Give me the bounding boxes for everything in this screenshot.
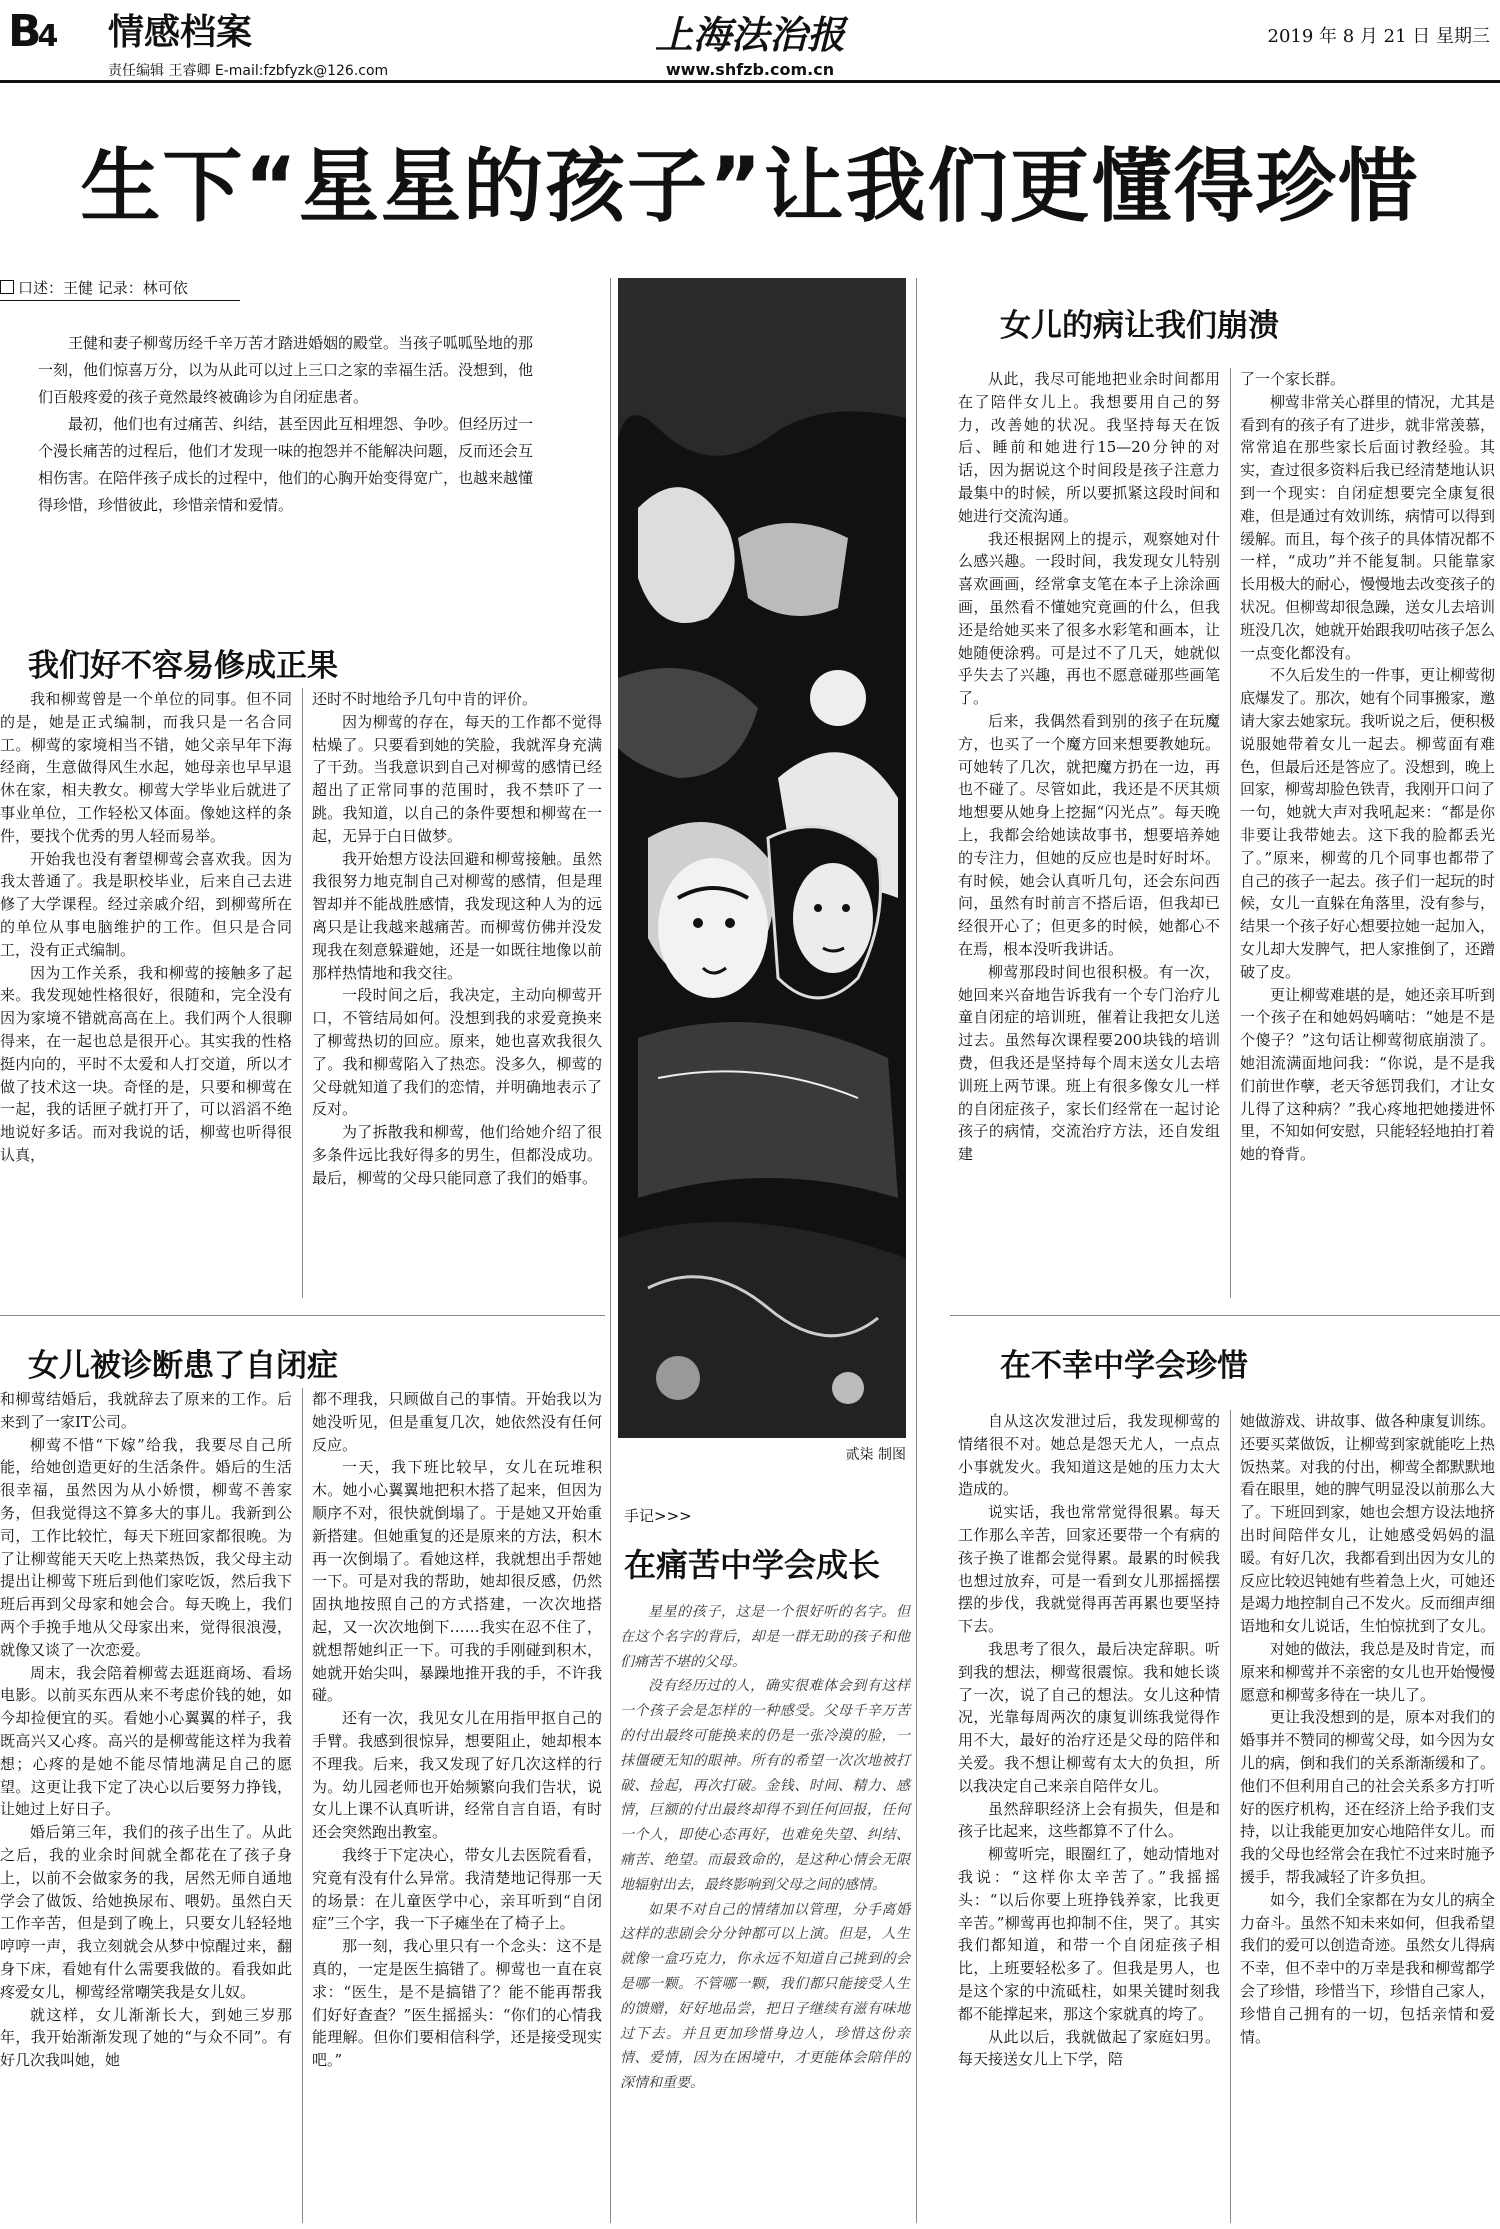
page-letter: B — [8, 6, 38, 57]
memo-body — [620, 1600, 910, 2096]
paragraph: 不久后发生的一件事，更让柳莺彻底爆发了。那次，她有个同事搬家，邀请大家去她家玩。我听说之后，便积极说服她带着女儿一起去。柳莺面有难色，但最后还是答应了。没想到，晚上回家，柳莺却脸色铁青，我刚开口问了一句，她就大声对我吼起来：“都是你非要让我带她去。这下我的脸都丢光了。”原来，柳莺的几个同事也都带了自己的孩子一起去。孩子们一起玩的时候，女儿一直躲在角落里，没有参与，结果一个孩子好心想要拉她一起加入，女儿却大发脾气，把人家推倒了，还蹭破了皮。 — [1240, 666, 1495, 981]
paragraph: 和柳莺结婚后，我就辞去了原来的工作。后来到了一家IT公司。 — [0, 1390, 292, 1431]
paragraph: 柳莺那段时间也很积极。有一次，她回来兴奋地告诉我有一个专门治疗儿童自闭症的培训班，催着让我把女儿送过去。虽然每次课程要200块钱的培训费，但我还是坚持每个周末送女儿去培训班上两节课。班上有很多像女儿一样的自闭症孩子，家长们经常在一起讨论孩子的病情，交流治疗方法，还自发组建 — [958, 962, 1220, 1164]
paragraph: 从此，我尽可能地把业余时间都用在了陪伴女儿上。我想要用自己的努力，改善她的状况。我坚持每天在饭后、睡前和她进行15—20分钟的对话，因为据说这个时间段是孩子注意力最集中的时候，所以要抓紧这段时间和她进行交流沟通。 — [958, 370, 1220, 525]
masthead-logo: 上海法治报 — [654, 12, 845, 57]
paragraph: 我思考了很久，最后决定辞职。听到我的想法，柳莺很震惊。我和她长谈了一次，说了自己的想法。女儿这种情况，光靠每周两次的康复训练我觉得作用不大，最好的治疗还是父母的陪伴和关爱。我不想让柳莺有太大的负担，所以我决定自己来亲自陪伴女儿。 — [958, 1639, 1220, 1795]
paragraph: 都不理我，只顾做自己的事情。开始我以为她没听见，但是重复几次，她依然没有任何反应。 — [312, 1390, 602, 1454]
s2-column-b — [312, 1388, 602, 2223]
masthead-url[interactable]: www.shfzb.com.cn — [665, 60, 835, 79]
memo-paragraph: 星星的孩子，这是一个很好听的名字。但在这个名字的背后，却是一群无助的孩子和他们痛苦不堪的父母。 — [620, 1604, 910, 1670]
paragraph: 婚后第三年，我们的孩子出生了。从此之后，我的业余时间就全都花在了孩子身上，以前不会做家务的我，居然无师自通地学会了做饭、给她换尿布、喂奶。虽然白天工作辛苦，但是到了晚上，只要女儿轻轻地哼哼一声，我立刻就会从梦中惊醒过来，翻身下床，看她有什么需要我做的。看我如此疼爱女儿，柳莺经常嘲笑我是女儿奴。 — [0, 1823, 292, 2001]
s3-column-b — [1240, 368, 1495, 1298]
paragraph: 我和柳莺曾是一个单位的同事。但不同的是，她是正式编制，而我只是一名合同工。柳莺的家境相当不错，她父亲早年下海经商，生意做得风生水起，她母亲也早早退休在家，相夫教女。柳莺大学毕业后就进了事业单位，工作轻松又体面。像她这样的条件，要找个优秀的男人轻而易举。 — [0, 690, 292, 845]
byline-text: 口述：王健 记录：林可依 — [18, 279, 188, 297]
paragraph: 为了拆散我和柳莺，他们给她介绍了很多条件远比我好得多的男生，但都没成功。最后，柳莺的父母只能同意了我们的婚事。 — [312, 1123, 602, 1187]
paragraph: 虽然辞职经济上会有损失，但是和孩子比起来，这些都算不了什么。 — [958, 1799, 1220, 1841]
paragraph: 对她的做法，我总是及时肯定，而原来和柳莺并不亲密的女儿也开始慢慢愿意和柳莺多待在一块儿了。 — [1240, 1639, 1495, 1704]
paragraph: 我开始想方设法回避和柳莺接触。虽然我很努力地克制自己对柳莺的感情，但是理智却并不能战胜感情，我发现这种人为的远离只是让我越来越痛苦。而柳莺仿佛并没发现我在刻意躲避她，还是一如既往地像以前那样热情地和我交往。 — [312, 849, 602, 982]
column-rule — [1230, 1410, 1231, 2223]
section-heading-2: 女儿被诊断患了自闭症 — [28, 1348, 338, 1384]
paragraph: 因为工作关系，我和柳莺的接触多了起来。我发现她性格很好，很随和，完全没有因为家境不错就高高在上。我们两个人很聊得来，在一起也总是很开心。其实我的性格挺内向的，平时不太爱和人打交道，所以才做了技术这一块。奇怪的是，只要和柳莺在一起，我的话匣子就打开了，可以滔滔不绝地说好多话。而对我说的话，柳莺也听得很认真， — [0, 963, 292, 1164]
s1-column-a — [0, 688, 292, 1298]
section-heading-1: 我们好不容易修成正果 — [28, 648, 338, 684]
page-header — [0, 0, 1500, 80]
paragraph: 就这样，女儿渐渐长大，到她三岁那年，我开始渐渐发现了她的“与众不同”。有好几次我叫她，她 — [0, 2005, 292, 2070]
illustration-artwork — [618, 278, 906, 1438]
column-rule — [1230, 368, 1231, 1298]
s4-column-b — [1240, 1410, 1495, 2223]
illustration-credit: 贰柒 制图 — [845, 1447, 906, 1463]
column-rule — [302, 1388, 303, 2223]
paragraph: 一段时间之后，我决定，主动向柳莺开口，不管结局如何。没想到我的求爱竟换来了柳莺热切的回应。原来，她也喜欢我很久了。我和柳莺陷入了热恋。没多久，柳莺的父母就知道了我们的恋情，并明确地表示了反对。 — [312, 986, 602, 1119]
paragraph: 从此以后，我就做起了家庭妇男。每天接送女儿上下学，陪 — [958, 2027, 1220, 2069]
byline — [0, 277, 188, 298]
memo-paragraph: 没有经历过的人，确实很难体会到有这样一个孩子会是怎样的一种感受。父母千辛万苦的付出最终可能换来的仍是一张冷漠的脸，一抹僵硬无知的眼神。所有的希望一次次地被打破、捡起，再次打破。金钱、时间、精力、感情，巨额的付出最终却得不到任何回报，任何一个人，即使心态再好，也难免失望、纠结、痛苦、绝望。而最致命的，是这种心情会无限地辐射出去，最终影响到父母之间的感情。 — [620, 1678, 910, 1893]
paragraph: 说实话，我也常常觉得很累。每天工作那么辛苦，回家还要带一个有病的孩子换了谁都会觉得累。最累的时候我也想过放弃，可是一看到女儿那摇摇摆摆的步伐，我就觉得再苦再累也要坚持下去。 — [958, 1503, 1220, 1636]
memo-title: 在痛苦中学会成长 — [624, 1546, 881, 1584]
paragraph: 我终于下定决心，带女儿去医院看看，究竟有没有什么异常。我清楚地记得那一天的场景：在儿童医学中心，亲耳听到“自闭症”三个字，我一下子瘫坐在了椅子上。 — [312, 1845, 602, 1933]
paragraph: 一天，我下班比较早，女儿在玩堆积木。她小心翼翼地把积木搭了起来，但因为顺序不对，很快就倒塌了。于是她又开始重新搭建。但她重复的还是原来的方法，积木再一次倒塌了。看她这样，我就想出手帮她一下。可是对我的帮助，她却很反感，仍然固执地按照自己的方式搭建，一次次地搭起，又一次次地倒下……我实在忍不住了，就想帮她纠正一下。可我的手刚碰到积木，她就开始尖叫，暴躁地推开我的手，不许我碰。 — [312, 1458, 602, 1705]
paragraph: 如今，我们全家都在为女儿的病全力奋斗。虽然不知未来如何，但我希望我们的爱可以创造奇迹。虽然女儿得病不幸，但不幸中的万幸是我和柳莺都学会了珍惜，珍惜当下，珍惜自己家人，珍惜自己拥有的一切，包括亲情和爱情。 — [1240, 1890, 1495, 2046]
section-heading-4: 在不幸中学会珍惜 — [1000, 1348, 1248, 1384]
headline: 生下“星星的孩子”让我们更懂得珍惜 — [80, 140, 1420, 233]
paragraph: 更让柳莺难堪的是，她还亲耳听到一个孩子在和她妈妈嘀咕：“她是不是个傻子？”这句话让柳莺彻底崩溃了。她泪流满面地问我：“你说，是不是我们前世作孽，老天爷惩罚我们，才让女儿得了这种病？”我心疼地把她搂进怀里，不知如何安慰，只能轻轻地拍打着她的脊背。 — [1240, 985, 1495, 1164]
paragraph: 因为柳莺的存在，每天的工作都不觉得枯燥了。只要看到她的笑脸，我就浑身充满了干劲。当我意识到自己对柳莺的感情已经超出了正常同事的范围时，我不禁吓了一跳。我知道，以自己的条件要想和柳莺在一起，无异于白日做梦。 — [312, 712, 602, 845]
s4-column-a — [958, 1410, 1220, 2223]
memo-kicker: 手记>>> — [624, 1507, 692, 1525]
paragraph: 还时不时地给予几句中肯的评价。 — [312, 690, 538, 708]
section-divider — [0, 1315, 605, 1316]
issue-date: 2019 年 8 月 21 日 星期三 — [1267, 26, 1490, 47]
lead-paragraph: 王健和妻子柳莺历经千辛万苦才踏进婚姻的殿堂。当孩子呱呱坠地的那一刻，他们惊喜万分，以为从此可以过上三口之家的幸福生活。没想到，他们百般疼爱的孩子竟然最终被确诊为自闭症患者。 — [38, 334, 534, 406]
column-rule — [916, 278, 917, 2223]
paragraph: 自从这次发泄过后，我发现柳莺的情绪很不对。她总是怨天尤人，一点点小事就发火。我知道这是她的压力太大造成的。 — [958, 1412, 1220, 1499]
page-number — [8, 6, 54, 57]
section-heading-3: 女儿的病让我们崩溃 — [1000, 308, 1279, 344]
paragraph: 开始我也没有奢望柳莺会喜欢我。因为我太普通了。我是职校毕业，后来自己去进修了大学课程。经过亲戚介绍，到柳莺所在的单位从事电脑维护的工作。但只是合同工，没有正式编制。 — [0, 849, 292, 959]
section-title: 情感档案 — [108, 12, 253, 53]
section-divider — [950, 1315, 1500, 1316]
lead-paragraphs — [38, 330, 538, 519]
column-rule — [302, 688, 303, 1298]
paragraph: 了一个家长群。 — [1240, 370, 1346, 388]
byline-box — [0, 280, 14, 294]
column-rule — [610, 278, 611, 2223]
paragraph: 我还根据网上的提示，观察她对什么感兴趣。一段时间，我发现女儿特别喜欢画画，经常拿支笔在本子上涂涂画画，虽然看不懂她究竟画的什么，但我还是给她买来了很多水彩笔和画本，让她随便涂鸦。可是过不了几天，她就似乎失去了兴趣，再也不愿意碰那些画笔了。 — [958, 529, 1220, 708]
paragraph: 后来，我偶然看到别的孩子在玩魔方，也买了一个魔方回来想要教她玩。可她转了几次，就把魔方扔在一边，再也不碰了。尽管如此，我还是不厌其烦地想要从她身上挖掘“闪光点”。每天晚上，我都会给她读故事书，想要培养她的专注力，但她的反应也是时好时坏。有时候，她会认真听几句，还会东问西问，虽然有时前言不搭后语，但我却已经很开心了；但更多的时候，她都心不在焉，根本没听我讲话。 — [958, 711, 1220, 958]
byline-rule — [0, 300, 240, 301]
paragraph: 更让我没想到的是，原本对我们的婚事并不赞同的柳莺父母，如今因为女儿的病，倒和我们的关系渐渐缓和了。他们不但利用自己的社会关系多方打听好的医疗机构，还在经济上给予我们支持，以让我能更加安心地陪伴女儿。而我的父母也经常会在我忙不过来时施予援手，帮我减轻了许多负担。 — [1240, 1708, 1495, 1886]
paragraph: 柳莺非常关心群里的情况，尤其是看到有的孩子有了进步，就非常羡慕，常常追在那些家长后面讨教经验。其实，查过很多资料后我已经清楚地认识到一个现实：自闭症想要完全康复很难，但是通过有效训练，病情可以得到缓解。而且，每个孩子的具体情况都不一样，“成功”并不能复制。只能靠家长用极大的耐心，慢慢地去改变孩子的状况。但柳莺却很急躁，送女儿去培训班没几次，她就开始跟我叨咕孩子怎么一点变化都没有。 — [1240, 392, 1495, 662]
s3-column-a — [958, 368, 1220, 1298]
s2-column-a — [0, 1388, 292, 2223]
editor-credit: 责任编辑 王睿卿 E-mail:fzbfyzk@126.com — [108, 63, 389, 79]
paragraph: 那一刻，我心里只有一个念头：这不是真的，一定是医生搞错了。柳莺也一直在哀求：“医生，是不是搞错了？能不能再帮我们好好查查？”医生摇摇头：“你们的心情我能理解。但你们要相信科学，还是接受现实吧。” — [312, 1937, 602, 2070]
s1-column-b — [312, 688, 602, 1298]
paragraph: 柳莺不惜“下嫁”给我，我要尽自己所能，给她创造更好的生活条件。婚后的生活很幸福，虽然因为从小娇惯，柳莺不善家务，但我觉得这不算多大的事儿。我新到公司，工作比较忙，每天下班回家都很晚。为了让柳莺能天天吃上热菜热饭，我父母主动提出让柳莺下班后到他们家吃饭，然后我下班后再到父母家和她会合。每天晚上，我们两个手挽手地从父母家出来，觉得很浪漫，就像又谈了一次恋爱。 — [0, 1435, 292, 1659]
page-digit: 4 — [37, 19, 55, 54]
lead-paragraph: 最初，他们也有过痛苦、纠结，甚至因此互相埋怨、争吵。但经历过一个漫长痛苦的过程后，他们才发现一味的抱怨并不能解决问题，反而还会互相伤害。在陪伴孩子成长的过程中，他们的心胸开始变得宽广，也越来越懂得珍惜，珍惜彼此，珍惜亲情和爱情。 — [38, 415, 534, 514]
memo-paragraph: 如果不对自己的情绪加以管理，分手离婚这样的悲剧会分分钟都可以上演。但是，人生就像一盒巧克力，你永远不知道自己挑到的会是哪一颗。不管哪一颗，我们都只能接受人生的馈赠，好好地品尝，把日子继续有滋有味地过下去。并且更加珍惜身边人，珍惜这份亲情、爱情，因为在困境中，才更能体会陪伴的深情和重要。 — [620, 1901, 910, 2092]
paragraph: 柳莺听完，眼圈红了，她动情地对我说：“这样你太辛苦了。”我摇摇头：“以后你要上班挣钱养家，比我更辛苦。”柳莺再也抑制不住，哭了。其实我们都知道，和带一个自闭症孩子相比，上班要轻松多了。但我是男人，也是这个家的中流砥柱，如果关键时刻我都不能撑起来，那这个家就真的垮了。 — [958, 1845, 1220, 2023]
illustration — [618, 278, 906, 1438]
paragraph: 周末，我会陪着柳莺去逛逛商场、看场电影。以前买东西从来不考虑价钱的她，如今却捡便宜的买。看她小心翼翼的样子，我既高兴又心疼。高兴的是柳莺能这样为我着想；心疼的是她不能尽情地满足自己的愿望。这更让我下定了决心以后要努力挣钱，让她过上好日子。 — [0, 1663, 292, 1819]
header-rule — [0, 80, 1500, 83]
paragraph: 还有一次，我见女儿在用指甲抠自己的手臂。我感到很惊异，想要阻止，她却根本不理我。后来，我又发现了好几次这样的行为。幼儿园老师也开始频繁向我们告状，说女儿上课不认真听讲，经常自言自语，有时还会突然跑出教室。 — [312, 1709, 602, 1842]
paragraph: 她做游戏、讲故事、做各种康复训练。还要买菜做饭，让柳莺到家就能吃上热饭热菜。对我的付出，柳莺全都默默地看在眼里，她的脾气明显没以前那么大了。下班回到家，她也会想方设法地挤出时间陪伴女儿，让她感受妈妈的温暖。有好几次，我都看到出因为女儿的反应比较迟钝她有些着急上火，可她还是竭力地控制自己不发火。反而细声细语地和女儿说话，生怕惊扰到了女儿。 — [1240, 1412, 1495, 1636]
